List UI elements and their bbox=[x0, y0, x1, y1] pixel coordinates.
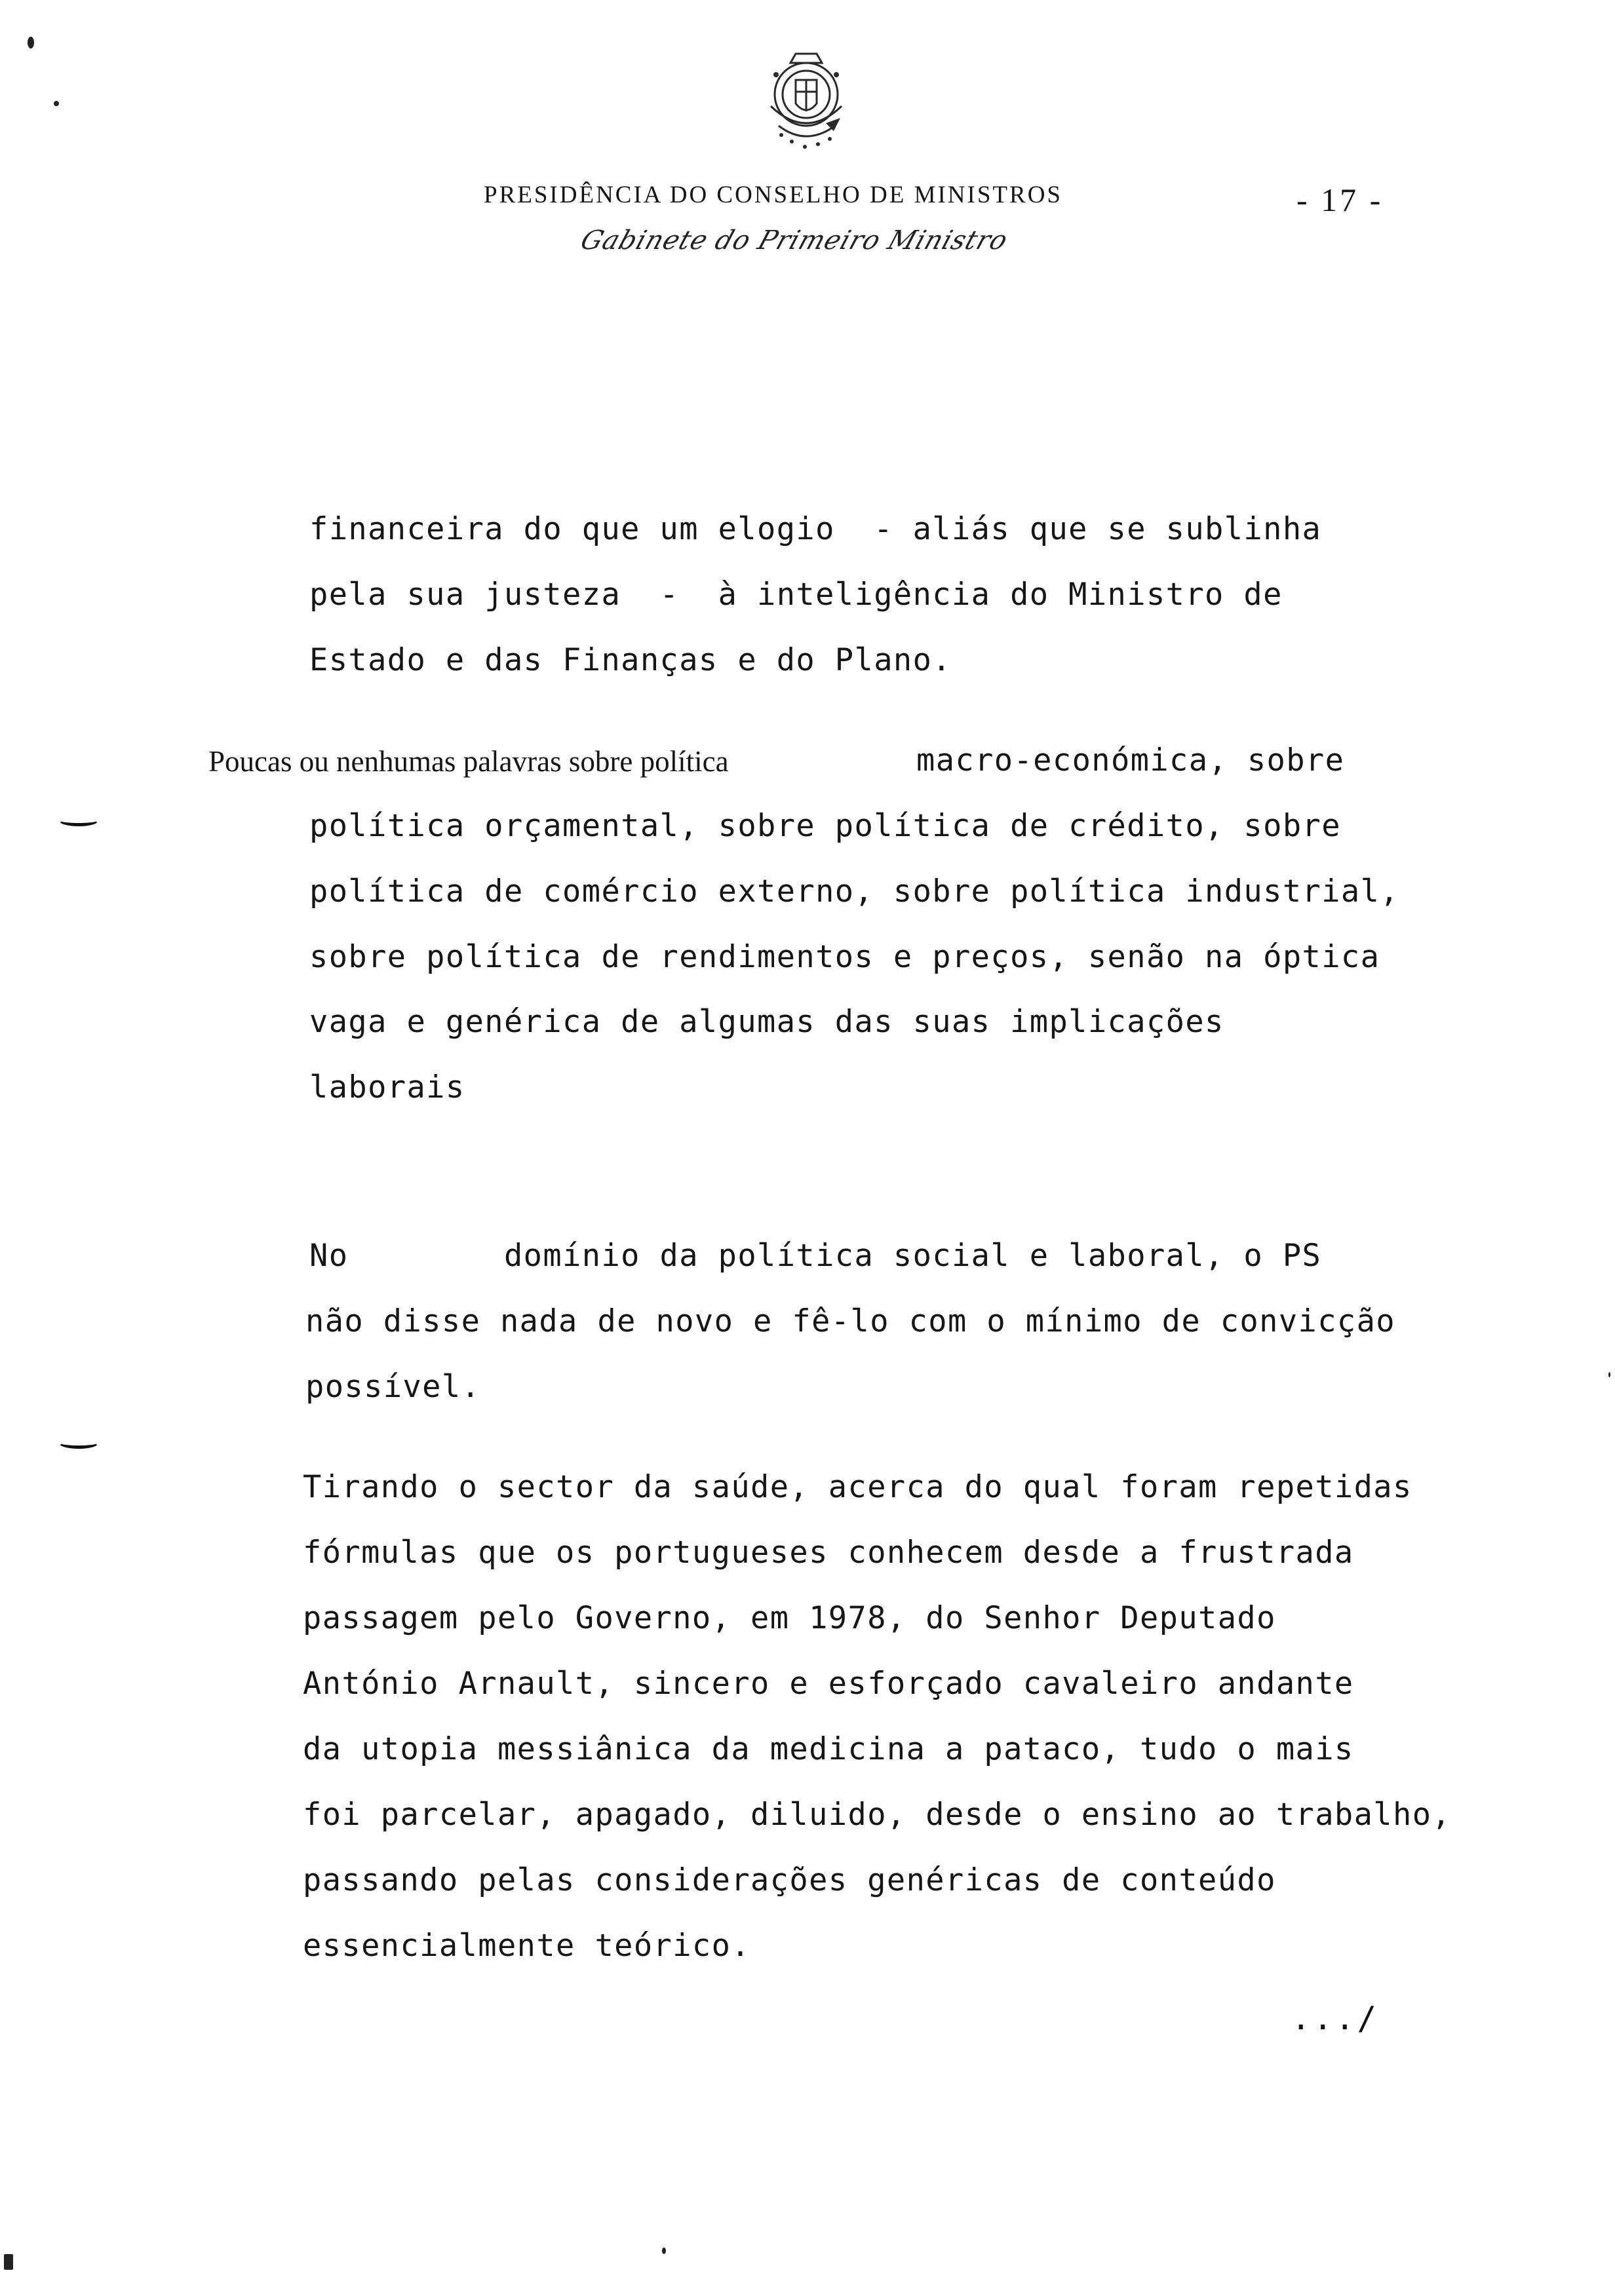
paragraph-4-line-1: Tirando o sector da saúde, acerca do qual foram repetidas bbox=[303, 1469, 1412, 1505]
paragraph-2-line-1: macro-económica, sobre bbox=[916, 742, 1345, 778]
office-subtitle: Gabinete do Primeiro Ministro bbox=[577, 225, 1012, 256]
continuation-slash-icon: / bbox=[1357, 2000, 1380, 2037]
paragraph-4-line-3: passagem pelo Governo, em 1978, do Senhor Deputado bbox=[303, 1600, 1276, 1636]
paragraph-3-line-1: No domínio da política social e laboral, o PS bbox=[309, 1238, 1322, 1274]
paragraph-2-lead-text: Poucas ou nenhumas palavras sobre política bbox=[208, 745, 729, 778]
paragraph-4-line-4: António Arnault, sincero e esforçado cavaleiro andante bbox=[303, 1666, 1354, 1702]
scan-edge bbox=[0, 2268, 1615, 2269]
paragraph-4-line-7: passando pelas considerações genéricas de conteúdo bbox=[303, 1862, 1276, 1898]
page-number: - 17 - bbox=[1296, 182, 1384, 218]
continuation-mark bbox=[1291, 2000, 1379, 2037]
margin-tick-icon bbox=[59, 815, 98, 826]
paragraph-1-line-3: Estado e das Finanças e do Plano. bbox=[309, 642, 952, 678]
paragraph-4-line-6: foi parcelar, apagado, diluido, desde o ensino ao trabalho, bbox=[303, 1797, 1452, 1833]
paragraph-2-line-4: sobre política de rendimentos e preços, senão na óptica bbox=[309, 939, 1380, 975]
paragraph-2-line-5: vaga e genérica de algumas das suas implicações bbox=[309, 1004, 1224, 1040]
paragraph-2-line-6: laborais bbox=[309, 1069, 465, 1105]
margin-tick-icon bbox=[59, 1438, 98, 1449]
paragraph-3-line-2: não disse nada de novo e fê-lo com o mínimo de convicção bbox=[305, 1303, 1395, 1339]
paragraph-1-line-2: pela sua justeza - à inteligência do Ministro de bbox=[309, 577, 1283, 613]
scan-speck bbox=[54, 101, 59, 106]
coat-of-arms-seal-icon bbox=[745, 48, 869, 165]
paragraph-4-line-8: essencialmente teórico. bbox=[303, 1928, 751, 1964]
paragraph-2-line-3: política de comércio externo, sobre política industrial, bbox=[309, 873, 1399, 909]
scan-speck bbox=[1608, 1372, 1610, 1377]
paragraph-4-line-2: fórmulas que os portugueses conhecem desde a frustrada bbox=[303, 1535, 1354, 1571]
paragraph-1-line-1: financeira do que um elogio - aliás que se sublinha bbox=[309, 511, 1322, 547]
scan-speck bbox=[4, 2254, 13, 2270]
paragraph-4-line-5: da utopia messiânica da medicina a pataco, tudo o mais bbox=[303, 1731, 1354, 1767]
paragraph-2-line-2: política orçamental, sobre política de crédito, sobre bbox=[309, 808, 1341, 844]
paragraph-3-line-3: possível. bbox=[305, 1369, 481, 1405]
scan-speck bbox=[662, 2248, 666, 2254]
continuation-dots: ... bbox=[1291, 2000, 1357, 2037]
institution-heading: PRESIDÊNCIA DO CONSELHO DE MINISTROS bbox=[484, 182, 1062, 208]
scan-speck bbox=[28, 37, 34, 48]
